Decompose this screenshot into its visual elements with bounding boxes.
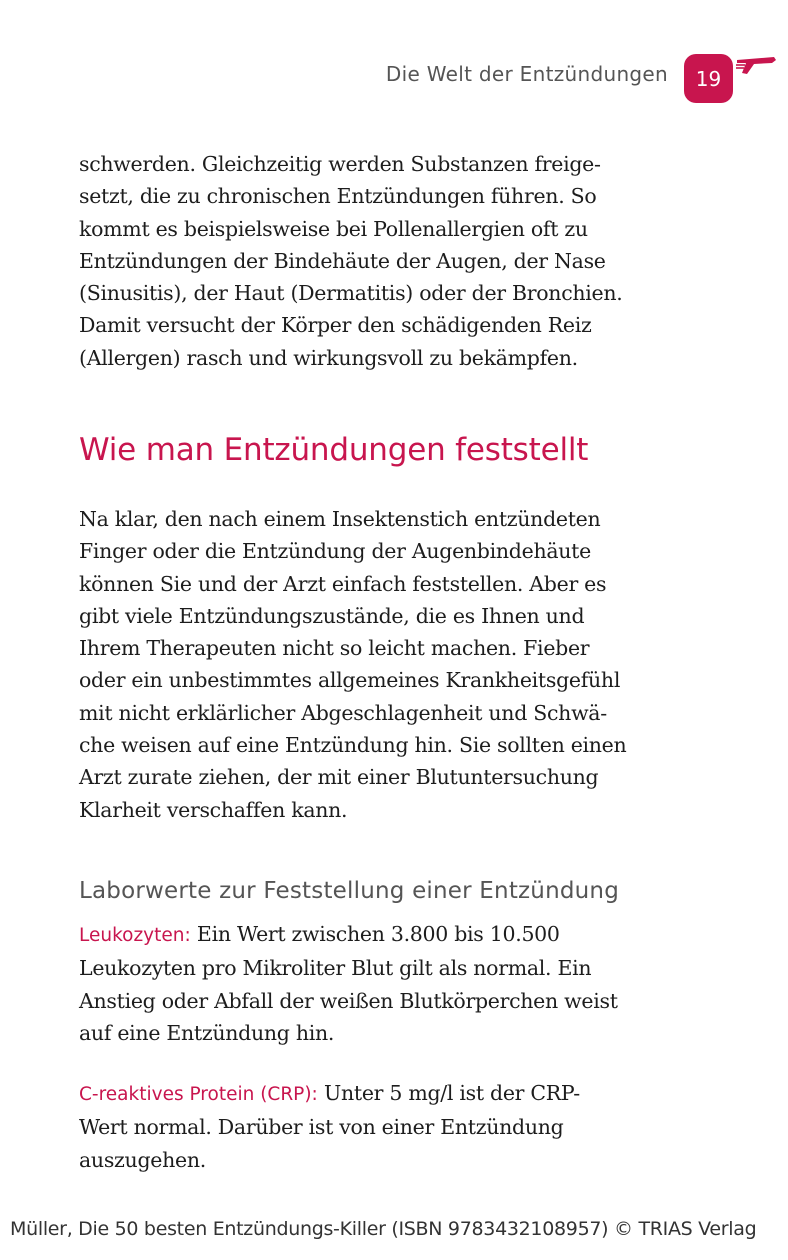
body-paragraph-diagnosis: Na klar, den nach einem Insektenstich entzündeten Finger oder die Entzündung der Augenbindehäute können Sie und der Arzt einfach feststellen. Aber es gibt viele Entzündungszustände, die es Ihnen und Ihrem Therapeuten nicht so leicht machen. Fieber oder ein unbestimmtes allgemeines Krankheitsgefühl mit nicht erklärlicher Abgeschlagenheit und Schwä- che weisen auf eine Entzündung hin. Sie sollten einen Arzt zurate ziehen, der mit einer Blutuntersuchung Klarheit verschaffen kann. [79,507,627,822]
footer-credit: Müller, Die 50 besten Entzündungs-Killer (ISBN 9783432108957) © TRIAS Verlag [10,1218,757,1240]
subsection-heading: Laborwerte zur Feststellung einer Entzündung [79,878,620,904]
pistol-icon [734,54,778,76]
lab-term-description: Ein Wert zwischen 3.800 bis 10.500 Leukozyten pro Mikroliter Blut gilt als normal. Ein Anstieg oder Abfall der weißen Blutkörperchen weist auf eine Entzündung hin. [79,922,618,1045]
lab-term-label: Leukozyten: [79,925,191,946]
page-number-badge: 19 [684,54,733,103]
lab-term-label: C-reaktives Protein (CRP): [79,1084,318,1105]
lab-value-leukocytes [79,918,669,1049]
running-title: Die Welt der Entzündungen [385,62,668,86]
section-heading: Wie man Entzündungen feststellt [79,432,589,468]
lab-value-crp [79,1077,669,1176]
lab-term-description: Unter 5 mg/l ist der CRP- Wert normal. Darüber ist von einer Entzündung auszugehen. [79,1081,580,1172]
body-paragraph-intro: schwerden. Gleichzeitig werden Substanzen freige- setzt, die zu chronischen Entzündungen führen. So kommt es beispielsweise bei Pollenallergien oft zu Entzündungen der Bindehäute der Augen, der Nase (Sinusitis), der Haut (Dermatitis) oder der Bronchien. Damit versucht der Körper den schädigenden Reiz (Allergen) rasch und wirkungsvoll zu bekämpfen. [79,152,623,370]
